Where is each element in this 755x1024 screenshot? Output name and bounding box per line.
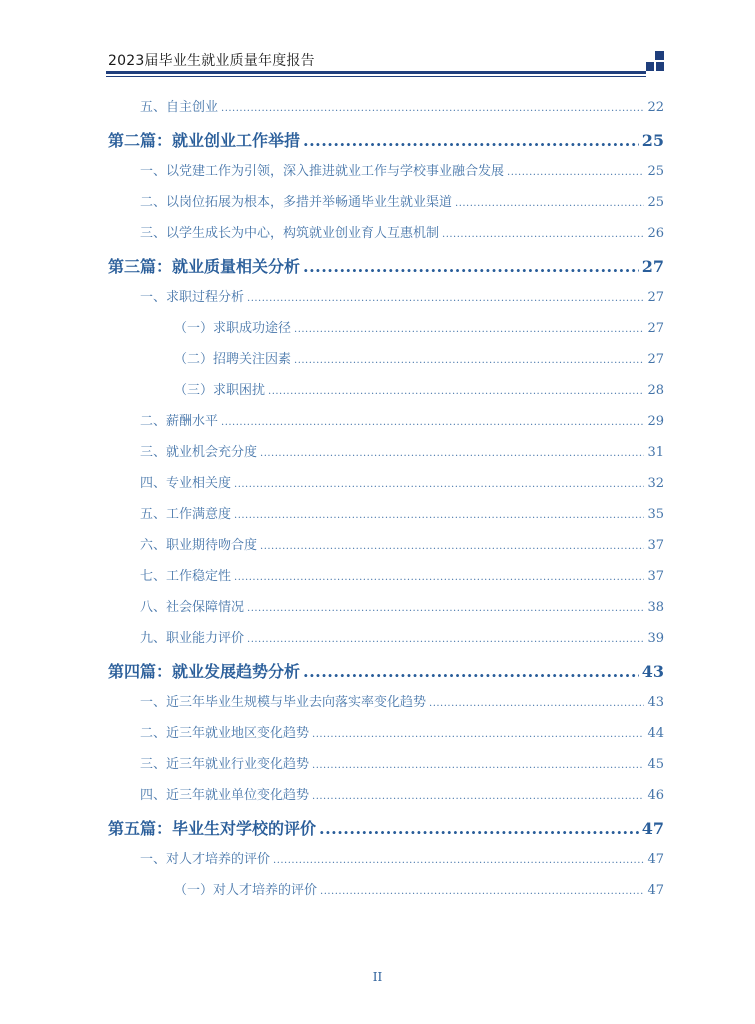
toc-entry-page-number: 45 — [647, 757, 664, 772]
toc-dot-leader — [273, 844, 644, 876]
toc-entry-label: 一、求职过程分析 — [140, 290, 245, 305]
toc-section-entry[interactable] — [108, 156, 664, 187]
toc-entry-page-number: 27 — [647, 352, 664, 367]
toc-entry-label: 四、近三年就业单位变化趋势 — [140, 788, 310, 803]
toc-entry-label: 五、工作满意度 — [140, 507, 232, 522]
header-rule-thick — [106, 71, 646, 74]
toc-entry-page-number: 26 — [647, 226, 664, 241]
toc-entry-page-number: 37 — [647, 569, 664, 584]
toc-entry-label: （二）招聘关注因素 — [174, 352, 292, 367]
toc-dot-leader — [455, 187, 644, 219]
toc-entry-page-number: 46 — [647, 788, 664, 803]
toc-entry-label: 二、近三年就业地区变化趋势 — [140, 726, 310, 741]
toc-section-entry[interactable] — [108, 592, 664, 623]
toc-section-entry[interactable] — [108, 623, 664, 654]
toc-section-entry[interactable] — [108, 718, 664, 749]
toc-dot-leader — [221, 92, 644, 124]
toc-entry-page-number: 25 — [647, 164, 664, 179]
toc-dot-leader — [442, 218, 644, 250]
toc-dot-leader — [294, 313, 644, 345]
toc-chapter-entry[interactable] — [108, 125, 664, 156]
toc-entry-page-number: 47 — [647, 852, 664, 867]
toc-entry-page-number: 29 — [647, 414, 664, 429]
toc-subsection-entry[interactable] — [108, 875, 664, 906]
toc-dot-leader — [319, 813, 639, 844]
toc-section-entry[interactable] — [108, 499, 664, 530]
toc-entry-page-number: 27 — [647, 290, 664, 305]
toc-entry-label: 三、以学生成长为中心，构筑就业创业育人互惠机制 — [140, 226, 440, 241]
toc-entry-page-number: 27 — [647, 321, 664, 336]
toc-dot-leader — [247, 282, 644, 314]
toc-dot-leader — [260, 437, 644, 469]
toc-entry-page-number: 38 — [647, 600, 664, 615]
toc-dot-leader — [268, 375, 644, 407]
toc-subsection-entry[interactable] — [108, 313, 664, 344]
toc-entry-page-number: 47 — [647, 883, 664, 898]
toc-entry-label: （三）求职困扰 — [174, 383, 266, 398]
toc-entry-page-number: 32 — [647, 476, 664, 491]
toc-entry-page-number: 39 — [647, 631, 664, 646]
header-rule-thin — [106, 76, 646, 77]
toc-dot-leader — [507, 156, 644, 188]
toc-entry-page-number: 25 — [647, 195, 664, 210]
toc-section-entry[interactable] — [108, 780, 664, 811]
toc-entry-label: 九、职业能力评价 — [140, 631, 245, 646]
toc-dot-leader — [312, 749, 644, 781]
toc-section-entry[interactable] — [108, 530, 664, 561]
toc-dot-leader — [247, 592, 644, 624]
toc-entry-page-number: 44 — [647, 726, 664, 741]
toc-section-entry[interactable] — [108, 218, 664, 249]
toc-section-entry[interactable] — [108, 749, 664, 780]
toc-entry-label: 二、薪酬水平 — [140, 414, 219, 429]
toc-entry-page-number: 28 — [647, 383, 664, 398]
toc-dot-leader — [303, 251, 639, 282]
toc-entry-label: 三、近三年就业行业变化趋势 — [140, 757, 310, 772]
toc-entry-label: 八、社会保障情况 — [140, 600, 245, 615]
toc-dot-leader — [247, 623, 644, 655]
toc-dot-leader — [234, 561, 644, 593]
toc-section-entry[interactable] — [108, 437, 664, 468]
toc-section-entry[interactable] — [108, 687, 664, 718]
toc-dot-leader — [429, 687, 644, 719]
toc-entry-page-number: 22 — [647, 100, 664, 115]
report-title: 2023届毕业生就业质量年度报告 — [108, 53, 315, 69]
toc-dot-leader — [320, 875, 644, 907]
toc-dot-leader — [234, 468, 644, 500]
toc-entry-label: 一、对人才培养的评价 — [140, 852, 271, 867]
toc-chapter-entry[interactable] — [108, 656, 664, 687]
toc-entry-label: 一、近三年毕业生规模与毕业去向落实率变化趋势 — [140, 695, 427, 710]
toc-dot-leader — [234, 499, 644, 531]
toc-entry-page-number: 35 — [647, 507, 664, 522]
toc-entry-page-number: 27 — [641, 257, 664, 276]
toc-entry-label: 三、就业机会充分度 — [140, 445, 258, 460]
toc-dot-leader — [221, 406, 644, 438]
toc-entry-label: （一）对人才培养的评价 — [174, 883, 318, 898]
table-of-contents — [108, 92, 664, 906]
toc-dot-leader — [303, 125, 639, 156]
toc-entry-label: 五、自主创业 — [140, 100, 219, 115]
toc-entry-label: 六、职业期待吻合度 — [140, 538, 258, 553]
toc-entry-page-number: 31 — [647, 445, 664, 460]
toc-entry-page-number: 25 — [641, 131, 664, 150]
toc-section-entry[interactable] — [108, 844, 664, 875]
toc-entry-label: 第四篇：就业发展趋势分析 — [108, 662, 301, 681]
toc-entry-label: 第五篇：毕业生对学校的评价 — [108, 819, 317, 838]
toc-entry-label: 一、以党建工作为引领，深入推进就业工作与学校事业融合发展 — [140, 164, 505, 179]
toc-dot-leader — [303, 656, 639, 687]
toc-section-entry[interactable] — [108, 468, 664, 499]
toc-entry-page-number: 43 — [647, 695, 664, 710]
toc-entry-label: 二、以岗位拓展为根本，多措并举畅通毕业生就业渠道 — [140, 195, 453, 210]
page-number: II — [372, 970, 383, 984]
toc-section-entry[interactable] — [108, 406, 664, 437]
toc-section-entry[interactable] — [108, 187, 664, 218]
toc-chapter-entry[interactable] — [108, 251, 664, 282]
toc-subsection-entry[interactable] — [108, 344, 664, 375]
toc-entry-page-number: 43 — [641, 662, 664, 681]
toc-entry-page-number: 37 — [647, 538, 664, 553]
toc-dot-leader — [260, 530, 644, 562]
toc-entry-label: 第三篇：就业质量相关分析 — [108, 257, 301, 276]
toc-entry-label: 七、工作稳定性 — [140, 569, 232, 584]
brand-squares-icon — [646, 51, 664, 71]
toc-entry-label: 四、专业相关度 — [140, 476, 232, 491]
toc-entry-label: （一）求职成功途径 — [174, 321, 292, 336]
toc-subsection-entry[interactable] — [108, 375, 664, 406]
toc-entry-label: 第二篇：就业创业工作举措 — [108, 131, 301, 150]
toc-section-entry[interactable] — [108, 561, 664, 592]
toc-dot-leader — [312, 718, 644, 750]
toc-section-entry[interactable] — [108, 92, 664, 123]
toc-chapter-entry[interactable] — [108, 813, 664, 844]
toc-entry-page-number: 47 — [641, 819, 664, 838]
toc-section-entry[interactable] — [108, 282, 664, 313]
toc-dot-leader — [312, 780, 644, 812]
toc-dot-leader — [294, 344, 644, 376]
